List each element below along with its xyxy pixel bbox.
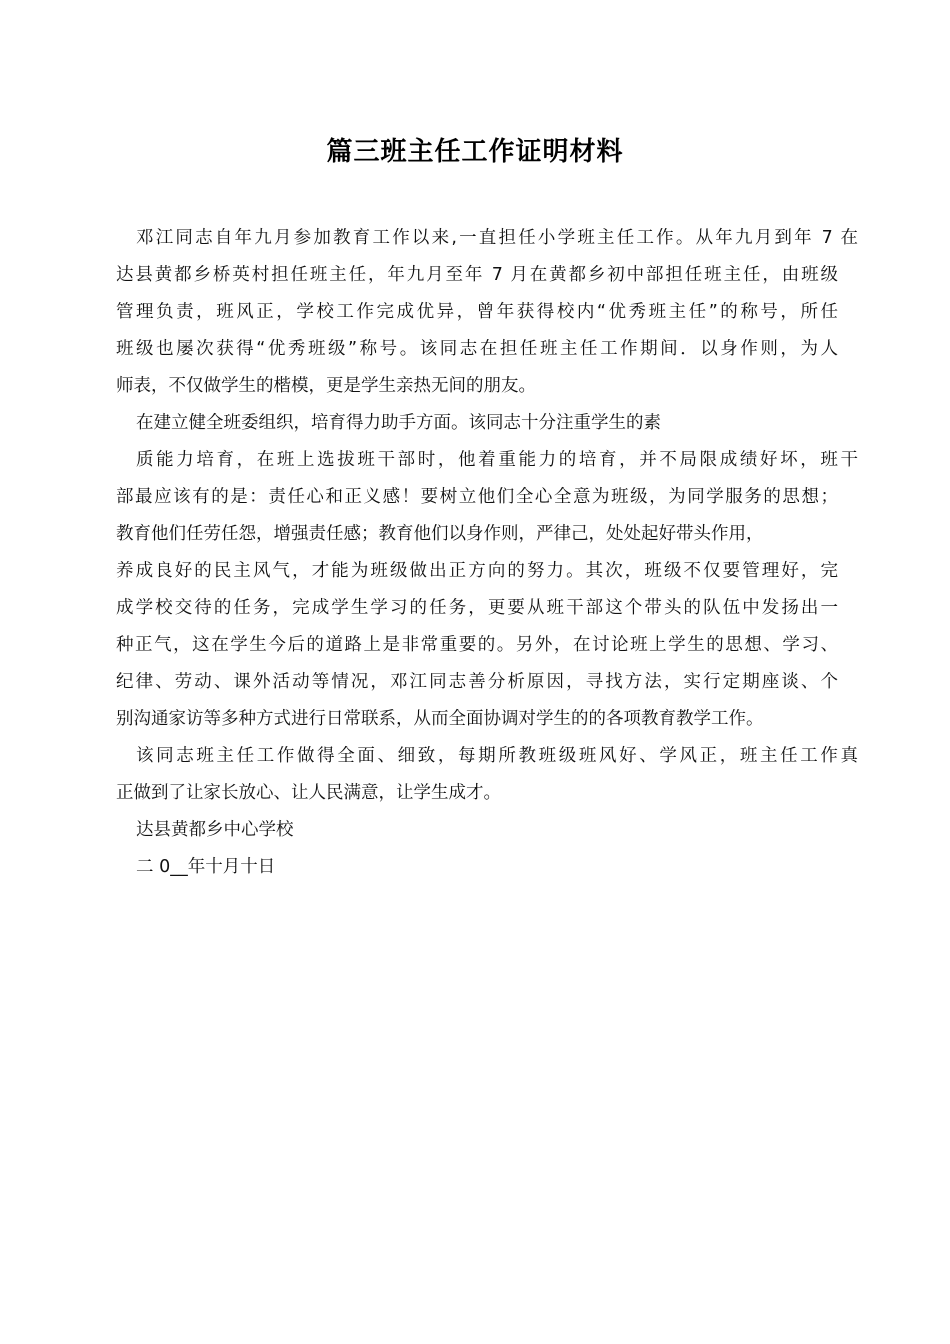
paragraph-line: 班级也屡次获得“优秀班级”称号。该同志在担任班主任工作期间．以身作则，为人 bbox=[116, 339, 838, 359]
paragraph-line: 别沟通家访等多种方式进行日常联系，从而全面协调对学生的的各项教育教学工作。 bbox=[116, 709, 764, 729]
paragraph-line: 质能力培育，在班上选拔班干部时，他着重能力的培育，并不局限成绩好坏，班干 bbox=[136, 450, 858, 470]
document-title: 篇三班主任工作证明材料 bbox=[326, 137, 624, 167]
school-signature: 达县黄都乡中心学校 bbox=[136, 820, 294, 840]
paragraph-line: 种正气，这在学生今后的道路上是非常重要的。另外，在讨论班上学生的思想、学习、 bbox=[116, 635, 838, 655]
paragraph-line: 在建立健全班委组织，培育得力助手方面。该同志十分注重学生的素 bbox=[136, 413, 661, 433]
paragraph-line: 管理负责，班风正，学校工作完成优异，曾年获得校内“优秀班主任”的称号，所任 bbox=[116, 302, 838, 322]
paragraph-line: 达县黄都乡桥英村担任班主任，年九月至年 7 月在黄都乡初中部担任班主任，由班级 bbox=[116, 265, 838, 285]
document-body bbox=[116, 220, 858, 886]
paragraph-line: 部最应该有的是：责任心和正义感！要树立他们全心全意为班级，为同学服务的思想； bbox=[116, 487, 838, 507]
paragraph-line: 邓江同志自年九月参加教育工作以来,一直担任小学班主任工作。从年九月到年 7 在 bbox=[136, 228, 858, 248]
paragraph-line: 教育他们任劳任怨，增强责任感；教育他们以身作则，严律己，处处起好带头作用， bbox=[116, 524, 764, 544]
paragraph-line: 成学校交待的任务，完成学生学习的任务，更要从班干部这个带头的队伍中发扬出一 bbox=[116, 598, 838, 618]
document-date: 二 0__年十月十日 bbox=[136, 857, 276, 877]
paragraph-line: 纪律、劳动、课外活动等情况，邓江同志善分析原因，寻找方法，实行定期座谈、个 bbox=[116, 672, 838, 692]
paragraph-line: 师表，不仅做学生的楷模，更是学生亲热无间的朋友。 bbox=[116, 376, 536, 396]
paragraph-line: 正做到了让家长放心、让人民满意，让学生成才。 bbox=[116, 783, 501, 803]
paragraph-line: 该同志班主任工作做得全面、细致，每期所教班级班风好、学风正，班主任工作真 bbox=[136, 746, 858, 766]
paragraph-line: 养成良好的民主风气，才能为班级做出正方向的努力。其次，班级不仅要管理好，完 bbox=[116, 561, 838, 581]
